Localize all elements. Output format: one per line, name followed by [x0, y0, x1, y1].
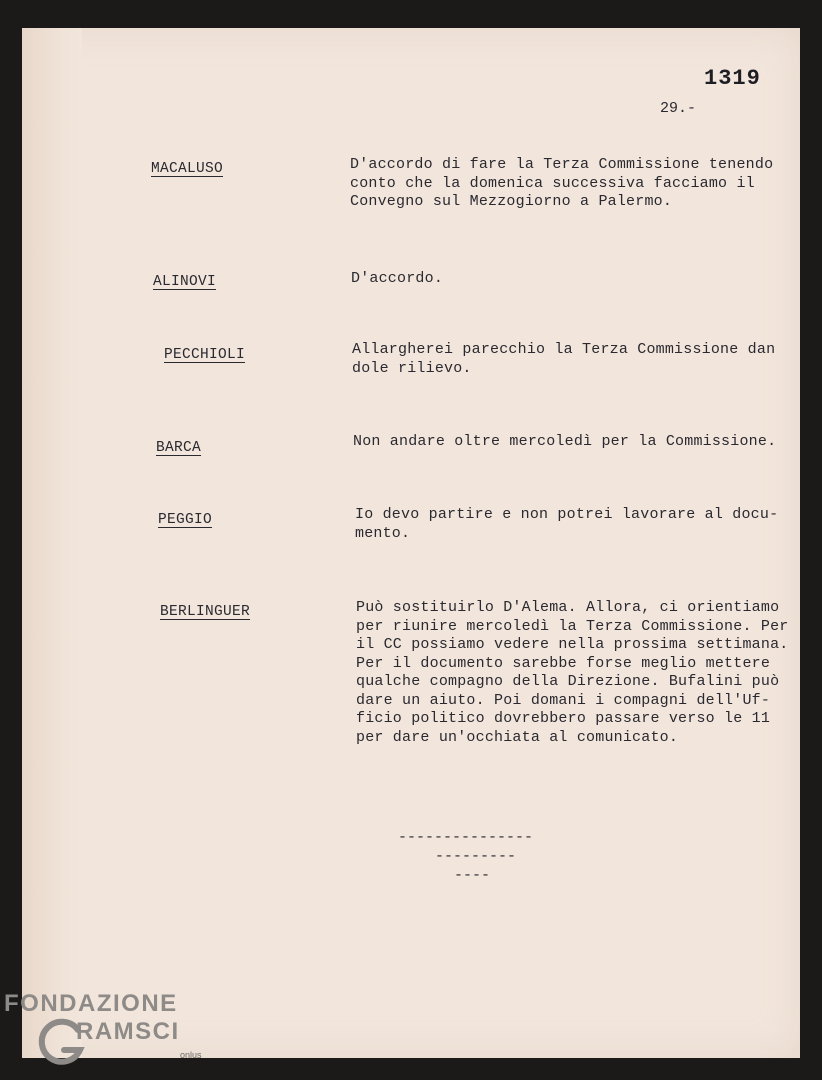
fondazione-gramsci-watermark: [4, 990, 224, 1070]
speaker-macaluso: MACALUSO: [151, 161, 224, 177]
speaker-berlinguer: BERLINGUER: [160, 604, 251, 620]
page-number: 1319: [704, 66, 761, 91]
binding-spine: [22, 28, 82, 1058]
speaker-barca: BARCA: [156, 440, 202, 456]
speech-barca: Non andare oltre mercoledì per la Commissione.: [353, 433, 777, 450]
speech-alinovi: D'accordo.: [351, 270, 444, 287]
speech-macaluso: D'accordo di fare la Terza Commissione tenendo conto che la domenica successiva facciamo il Convegno sul Mezzogiorno a Palermo.: [350, 156, 774, 210]
speech-pecchioli: Allargherei parecchio la Terza Commissione dan dole rilievo.: [352, 341, 776, 377]
watermark-line1: FONDAZIONE: [4, 990, 178, 1017]
document-page: [22, 28, 800, 1058]
sheet-number: 29.-: [660, 100, 697, 117]
speaker-pecchioli: PECCHIOLI: [164, 347, 246, 363]
separator-line-3: ----: [454, 867, 491, 884]
watermark-line2: RAMSCI: [76, 1018, 180, 1045]
speaker-alinovi: ALINOVI: [153, 274, 217, 290]
separator-line-2: ---------: [435, 848, 517, 865]
watermark-sub: onlus: [180, 1050, 202, 1060]
speech-peggio: Io devo partire e non potrei lavorare al docu- mento.: [355, 506, 779, 542]
speaker-peggio: PEGGIO: [158, 512, 213, 528]
speech-berlinguer: Può sostituirlo D'Alema. Allora, ci orientiamo per riunire mercoledì la Terza Commissione. Per il CC possiamo vedere nella prossima settimana. Per il documento sarebbe forse meglio mettere qualche compagno della Direzione. Bufalini può dare un aiuto. Poi domani i compagni dell'Uf- ficio politico dovrebbero passare verso le 11 per dare un'occhiata al comunicato.: [356, 599, 789, 746]
separator-line-1: ---------------: [398, 829, 534, 846]
